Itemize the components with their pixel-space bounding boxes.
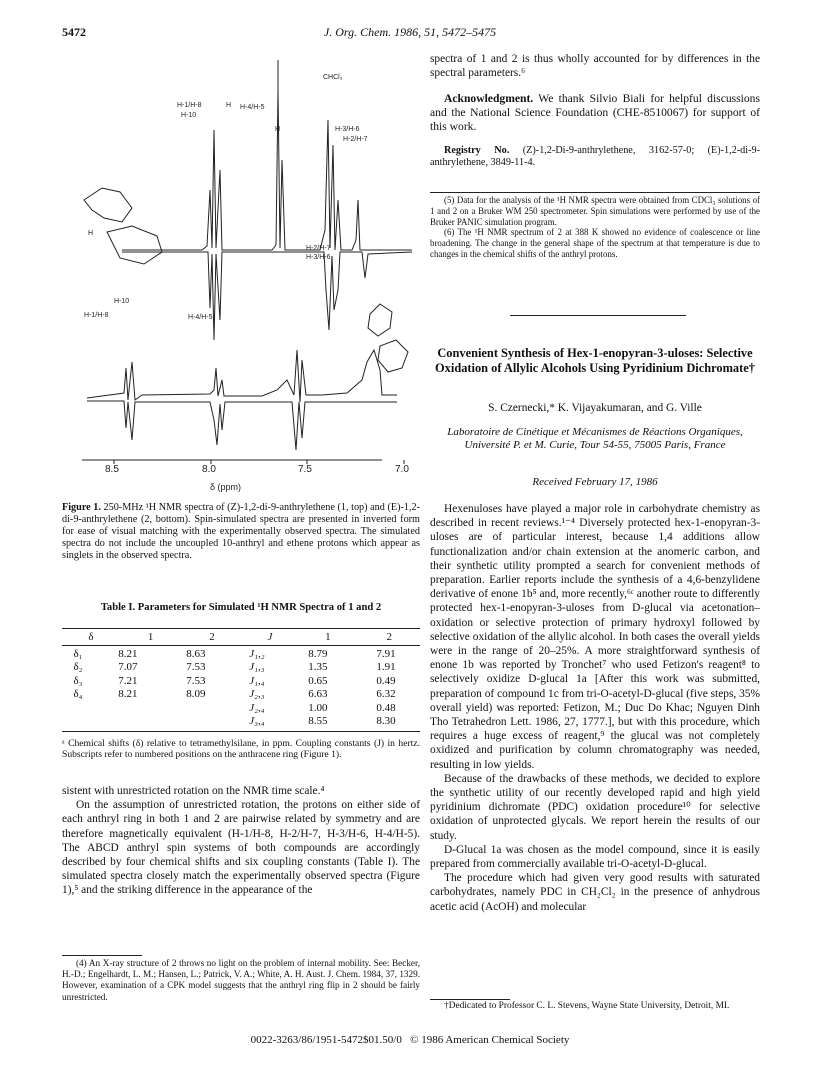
table-cell: 7.91: [376, 647, 396, 660]
table-header-cell: 1: [325, 630, 331, 643]
acknowledgment-title: Acknowledgment.: [444, 92, 534, 105]
bottom-simulated-spectrum: [87, 401, 397, 450]
table-cell: 8.55: [308, 715, 328, 728]
table-row: [62, 647, 420, 661]
article-affiliation: Laboratoire de Cinétique et Mécanismes de Réactions Organiques, Université P. et M. Curie, Tour 54-55, 75005 Paris, France: [447, 426, 743, 452]
label-top-h18: H-1/H-8: [177, 102, 202, 109]
left-body-paragraph: On the assumption of unrestricted rotation, the protons on either side of each anthryl ring in both 1 and 2 are pairwise related by symmetry and are therefore magnetically equivalent (H-1/H-8, H-2/H-7, H-3/H-6, H-4/H-5). The ABCD anthryl spin systems of both compounds are accordingly described by four chemical shifts and six coupling constants (Table I). The simulated spectra closely match the experimentally observed spectra (Figure 1),⁵ and the striking difference in the appearance of the: [62, 799, 420, 897]
figure-caption-label: Figure 1.: [62, 502, 101, 513]
parameters-table-body: [62, 647, 420, 728]
table-row: [62, 674, 420, 688]
table-cell: 8.30: [376, 715, 396, 728]
table-title: Table I. Parameters for Simulated ¹H NMR Spectra of 1 and 2: [100, 602, 382, 613]
table-row: [62, 715, 420, 729]
table-rule-mid: [62, 645, 420, 646]
table-cell: [162, 701, 230, 715]
left-body-paragraph: sistent with unrestricted rotation on the NMR time scale.⁴: [62, 785, 325, 797]
table-cell: [62, 701, 94, 715]
footer-code: 0022-3263/86/1951-5472$01.50/0: [250, 1034, 402, 1046]
table-cell: δ₃: [73, 674, 83, 687]
axis-tick-75: 7.5: [298, 464, 312, 475]
table-rule-top: [62, 628, 420, 629]
footnote-5: (5) Data for the analysis of the ¹H NMR spectra were obtained from CDCl₃ solutions of 1 and 2 on a Bruker WM 250 spectrometer. Spin simulations were performed by use of the Bruker PANIC simulation program.: [430, 195, 760, 227]
table-cell: [62, 715, 94, 729]
table-cell: 0.65: [308, 674, 328, 687]
article-paragraph: D-Glucal 1a was chosen as the model compound, since it is easily prepared from commercially available tri-O-acetyl-D-glucal.: [430, 843, 760, 871]
label-top-h45: H-4/H-5: [240, 104, 265, 111]
molecule-e-sketch: [368, 304, 408, 372]
table-cell: 8.09: [186, 688, 206, 701]
journal-citation: J. Org. Chem. 1986, 51, 5472–5475: [323, 25, 497, 39]
right-paragraph: spectra of 1 and 2 is thus wholly accounted for by differences in the spectral parameters.⁶: [430, 53, 760, 80]
acknowledgment-text: We thank Silvio Biali for helpful discussions and the National Science Foundation (CHE-8510067) for support of this work.: [430, 92, 760, 134]
article-received: Received February 17, 1986: [532, 476, 658, 488]
registry-text: (Z)-1,2-Di-9-anthrylethene, 3162-57-0; (E)-1,2-di-9-anthrylethene, 3849-11-4.: [430, 145, 760, 169]
label-bottom-h10: H-10: [114, 298, 130, 305]
article-paragraph: The procedure which had given very good results with saturated carbohydrates, namely PDC in CH₂Cl₂ in the presence of anhydrous acetic acid (AcOH) and molecular: [430, 872, 760, 913]
axis-tick-85: 8.5: [105, 464, 119, 475]
footnote-6: (6) The ¹H NMR spectrum of 2 at 388 K showed no evidence of coalescence or line broadening. The change in the general shape of the spectrum at that temperature is due to changes in the chemical shifts of the anthryl protons.: [430, 227, 760, 259]
table-cell: 1.91: [376, 661, 396, 674]
label-bottom-h: H: [88, 230, 94, 237]
table-cell: 7.53: [186, 674, 206, 687]
label-mid-h27: H-2/H-7: [306, 245, 331, 252]
figure-caption-text: 250-MHz ¹H NMR spectra of (Z)-1,2-di-9-anthrylethene (1, top) and (E)-1,2-di-9-anthrylethene (2, bottom). Spin-simulated spectra are presented in inverted form for ease of visual matching with the experimentally observed spectra. The simulated spectra do not include the uncoupled 10-anthryl and ethene protons which appear as singlets in the observed spectra.: [62, 502, 420, 561]
table-cell: 0.48: [376, 701, 396, 714]
acknowledgment: [430, 92, 760, 135]
table-cell: 7.53: [186, 661, 206, 674]
article-separator: [510, 315, 686, 316]
table-header-cell: 2: [209, 630, 215, 643]
table-header-cell: 2: [386, 630, 393, 643]
table-footnote: ᵃ Chemical shifts (δ) relative to tetramethylsilane, in ppm. Coupling constants (J) in hertz. Subscripts refer to numbered positions on the anthracene ring (Figure 1).: [62, 738, 420, 761]
dedication-separator: [430, 999, 510, 1000]
table-cell: J₂,₃: [249, 688, 265, 701]
article-body: [430, 502, 760, 914]
table-cell: 6.32: [376, 688, 396, 701]
table-cell: 8.79: [308, 647, 328, 660]
table-cell: J₁,₃: [249, 661, 265, 674]
registry-title: Registry No.: [444, 145, 510, 156]
table-rule-bottom: [62, 731, 420, 732]
label-bottom-h18: H-1/H-8: [84, 312, 109, 319]
table-header-cell: J: [267, 630, 273, 643]
table-row: [62, 701, 420, 715]
footer-copyright: © 1986 American Chemical Society: [410, 1034, 570, 1046]
table-cell: 8.21: [118, 688, 138, 701]
label-chcl3: CHCl₃: [323, 74, 343, 81]
table-row: [62, 688, 420, 702]
axis-label: δ (ppm): [210, 482, 242, 492]
table-cell: J₂,₄: [249, 701, 265, 714]
article-authors: S. Czernecki,* K. Vijayakumaran, and G. Ville: [488, 402, 702, 414]
table-cell: J₁,₂: [249, 647, 265, 660]
registry-numbers: [430, 145, 760, 170]
label-bottom-h45: H-4/H-5: [188, 314, 213, 321]
table-cell: 8.21: [118, 647, 138, 660]
page-footer: [0, 1034, 820, 1046]
table-header-cell: δ: [88, 630, 94, 643]
page-number: 5472: [62, 25, 86, 39]
table-cell: 1.35: [308, 661, 328, 674]
label-top-h: H: [226, 102, 232, 109]
left-body-text: [62, 784, 420, 898]
article-dedication: †Dedicated to Professor C. L. Stevens, Wayne State University, Detroit, MI.: [444, 1001, 730, 1011]
article-title: Convenient Synthesis of Hex-1-enopyran-3-uloses: Selective Oxidation of Allylic Alcohols Using Pyridinium Dichromate†: [435, 346, 755, 375]
footnote-separator: [62, 955, 142, 956]
parameters-table: [62, 630, 420, 644]
table-cell: J₃,₄: [249, 715, 265, 728]
table-cell: [162, 715, 230, 729]
axis-tick-80: 8.0: [202, 464, 216, 475]
footnote-4: (4) An X-ray structure of 2 throws no light on the problem of internal mobility. See: Becker, H.-D.; Engelhardt, L. M.; Hansen, L.; Patrick, V. A.; White, A. H. Aust. J. Chem. 1984, 37, 1329. However, examination of a CPK model suggests that the anthryl ring flip in 2 should be fairly unrestricted.: [62, 958, 420, 1002]
nmr-figure: [62, 50, 420, 495]
table-cell: 7.07: [118, 661, 138, 674]
table-cell: [94, 715, 162, 729]
label-top-h36: H-3/H-6: [335, 126, 360, 133]
label-top-h10: H-10: [181, 112, 197, 119]
table-cell: δ₄: [73, 688, 83, 701]
figure-caption: [62, 502, 420, 562]
table-cell: 8.63: [186, 647, 206, 660]
right-top-text: [430, 52, 760, 80]
table-cell: δ₂: [73, 661, 83, 674]
table-row: [62, 661, 420, 675]
article-paragraph: Because of the drawbacks of these methods, we decided to explore the synthetic utility of our recently developed rapid and high yield pyridinium dichromate (PDC) oxidation procedure¹⁰ for selective oxidation of unprotected glycals. We report herein the results of our study.: [430, 772, 760, 842]
table-cell: 1.00: [308, 701, 328, 714]
table-cell: 0.49: [376, 674, 396, 687]
molecule-z-sketch: [84, 188, 162, 264]
nmr-spectra-plot: [62, 50, 420, 495]
top-observed-spectrum: [122, 90, 412, 250]
table-header-row: [62, 630, 420, 644]
label-top-h-right: H: [275, 126, 281, 133]
table-cell: 6.63: [308, 688, 328, 701]
table-cell: [94, 701, 162, 715]
label-top-h27: H-2/H-7: [343, 136, 368, 143]
table-cell: 7.21: [118, 674, 138, 687]
table-cell: δ₁: [73, 647, 83, 660]
axis-tick-70: 7.0: [395, 464, 409, 475]
bottom-observed-spectrum: [87, 350, 397, 402]
footnote-separator-right: [430, 192, 760, 193]
right-footnotes: [430, 195, 760, 260]
article-paragraph: Hexenuloses have played a major role in carbohydrate chemistry as described in recent reviews.¹⁻⁴ Diversely protected hex-1-enopyran-3-uloses are of particular interest, because 1,4 additions allow functionalization and/or chain extension at the anomeric carbon, and their synthetic utility prompted a search for convenient methods of preparation. Earlier reports include the synthesis of a 4,6-benzylidene derivative of enone 1b⁵ and, more recently,⁶ᶜ another route to differently protected hex-1-enopyran-3-uloses from D-glucal via acetonation–oxidation or selective protection of primary hydroxyl followed by selective oxidation of the allylic alcohol. In both cases the overall yields were in the range of 20–25%. A more straightforward synthesis of enone 1b was reported by Tronchet⁷ who used Fetizon's reagent⁸ to selectively oxidize D-glucal 1a [After this work was submitted, preparation of compound 1c from tri-O-acetyl-D-glucal (five steps, 35% overall yield) was reported: Fetizon, M.; Duc Do Khac; Nguyen Dinh Tho Tetrahedron Lett. 1986, 27, 1777.], but with this procedure, which requires a huge excess of reagent,⁹ the glucal was not completely oxidized and purification by column chromatography was needed, resulting in low yields.: [430, 503, 760, 771]
label-mid-h36: H-3/H-6: [306, 254, 331, 261]
table-cell: J₁,₄: [249, 674, 265, 687]
table-header-cell: 1: [147, 630, 154, 643]
